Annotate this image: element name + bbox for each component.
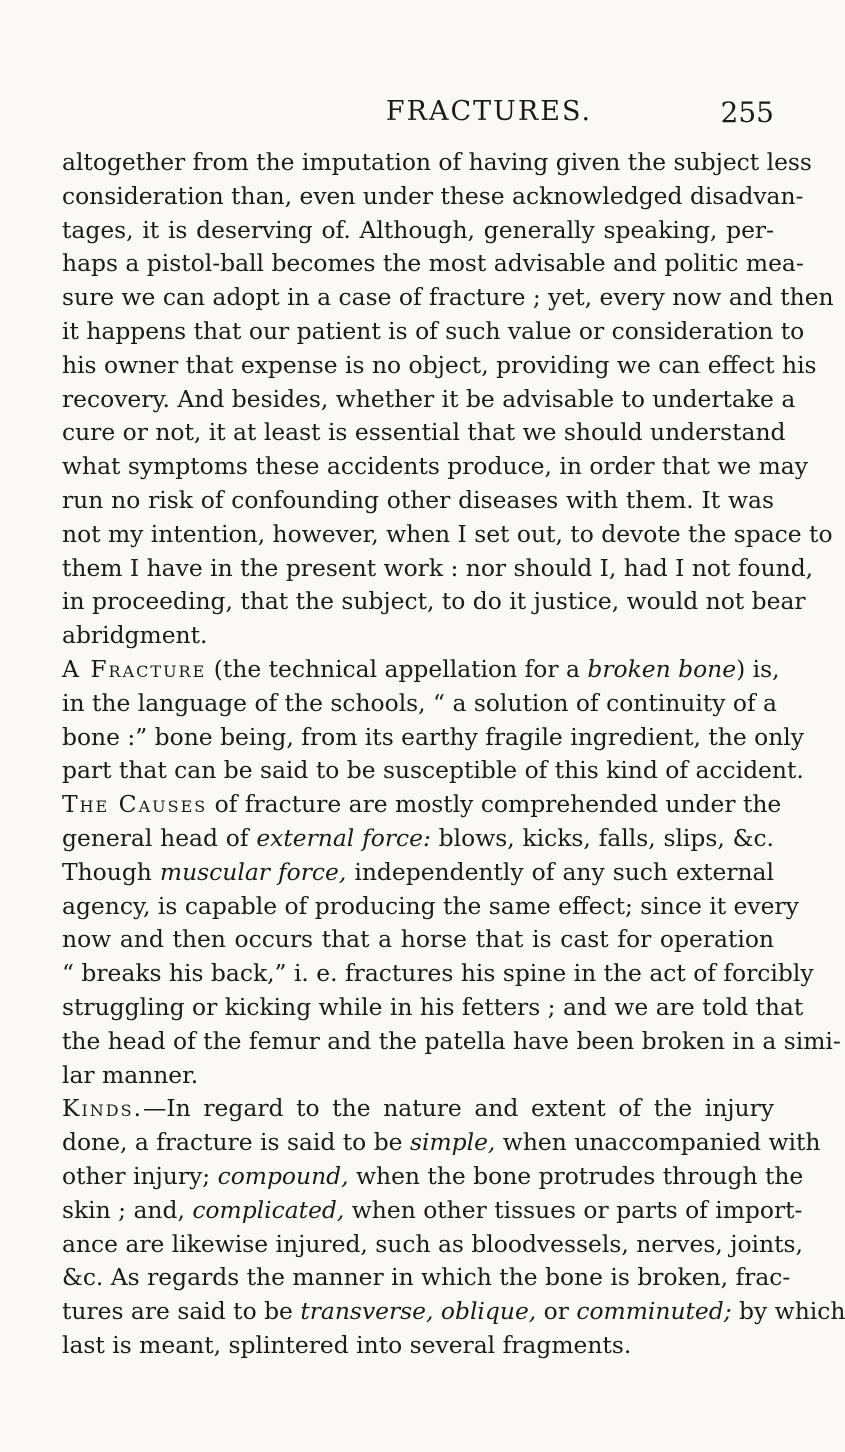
italic-phrase: external force: [256, 823, 431, 852]
paragraph-continuation [62, 146, 834, 653]
text-line: general head of external force: blows, kicks, falls, slips, &c. [62, 823, 774, 852]
text-line: A Fracture (the technical appellation for a broken bone) is, [62, 654, 780, 683]
text-line: in proceeding, that the subject, to do it justice, would not bear [62, 587, 806, 616]
text-line: sure we can adopt in a case of fracture ; yet, every now and then [62, 283, 834, 312]
text-line: haps a pistol-ball becomes the most advisable and politic mea- [62, 249, 804, 278]
italic-phrase: transverse, oblique, [300, 1297, 537, 1326]
text-line: altogether from the imputation of having given the subject less [62, 148, 812, 176]
text-line: other injury; compound, when the bone protrudes through the [62, 1161, 804, 1190]
text-line: &c. As regards the manner in which the bone is broken, frac- [62, 1263, 791, 1292]
text-line: what symptoms these accidents produce, in order that we may [62, 452, 808, 481]
italic-phrase: complicated, [192, 1195, 345, 1224]
paragraph-kinds [62, 1092, 845, 1362]
running-head [62, 96, 774, 136]
italic-phrase: comminuted; [576, 1297, 732, 1326]
text-line: in the language of the schools, “ a solution of continuity of a [62, 688, 778, 717]
text-line: not my intention, however, when I set out, to devote the space to [62, 519, 833, 548]
text-line: last is meant, splintered into several fragments. [62, 1330, 632, 1359]
text-line: his owner that expense is no object, providing we can effect his [62, 350, 817, 379]
section-term: A Fracture [62, 654, 207, 683]
text-line: Though muscular force, independently of any such external [62, 857, 774, 886]
text-line: the head of the femur and the patella have been broken in a simi- [62, 1026, 841, 1055]
paragraph-causes [62, 788, 841, 1092]
text-line: consideration than, even under these acknowledged disadvan- [62, 181, 804, 210]
italic-phrase: broken bone [587, 654, 737, 683]
italic-phrase: muscular force, [159, 857, 347, 886]
section-term: The Causes [62, 790, 208, 819]
text-line: cure or not, it at least is essential that we should understand [62, 418, 786, 447]
text-line: bone :” bone being, from its earthy fragile ingredient, the only [62, 722, 804, 751]
paragraph-fracture-definition [62, 653, 804, 788]
text-line: The Causes of fracture are mostly comprehended under the [62, 790, 782, 819]
italic-phrase: simple, [409, 1128, 496, 1157]
body-text [62, 146, 845, 1363]
text-line: now and then occurs that a horse that is cast for operation [62, 925, 774, 954]
page-number: 255 [720, 96, 774, 129]
text-line: part that can be said to be susceptible of this kind of accident. [62, 756, 804, 785]
text-line: skin ; and, complicated, when other tissues or parts of import- [62, 1195, 803, 1224]
text-line: it happens that our patient is of such value or consideration to [62, 316, 805, 345]
text-line: them I have in the present work : nor should I, had I not found, [62, 553, 814, 582]
text-line: done, a fracture is said to be simple, when unaccompanied with [62, 1128, 821, 1157]
text-line: Kinds.—In regard to the nature and extent of the injury [62, 1094, 774, 1123]
text-line: lar manner. [62, 1060, 199, 1089]
text-line: run no risk of confounding other diseases with them. It was [62, 485, 774, 514]
text-line: tures are said to be transverse, oblique, or comminuted; by which [62, 1297, 845, 1326]
chapter-title: FRACTURES. [385, 96, 593, 127]
text-line: ance are likewise injured, such as bloodvessels, nerves, joints, [62, 1229, 803, 1258]
section-term: Kinds. [62, 1094, 144, 1123]
text-line: abridgment. [62, 621, 208, 650]
text-line: agency, is capable of producing the same effect; since it every [62, 891, 799, 920]
text-line: tages, it is deserving of. Although, generally speaking, per- [62, 215, 774, 244]
text-line: recovery. And besides, whether it be advisable to undertake a [62, 384, 796, 413]
text-line: “ breaks his back,” i. e. fractures his spine in the act of forcibly [62, 959, 814, 988]
text-line: struggling or kicking while in his fetters ; and we are told that [62, 992, 804, 1021]
italic-phrase: compound, [217, 1161, 349, 1190]
